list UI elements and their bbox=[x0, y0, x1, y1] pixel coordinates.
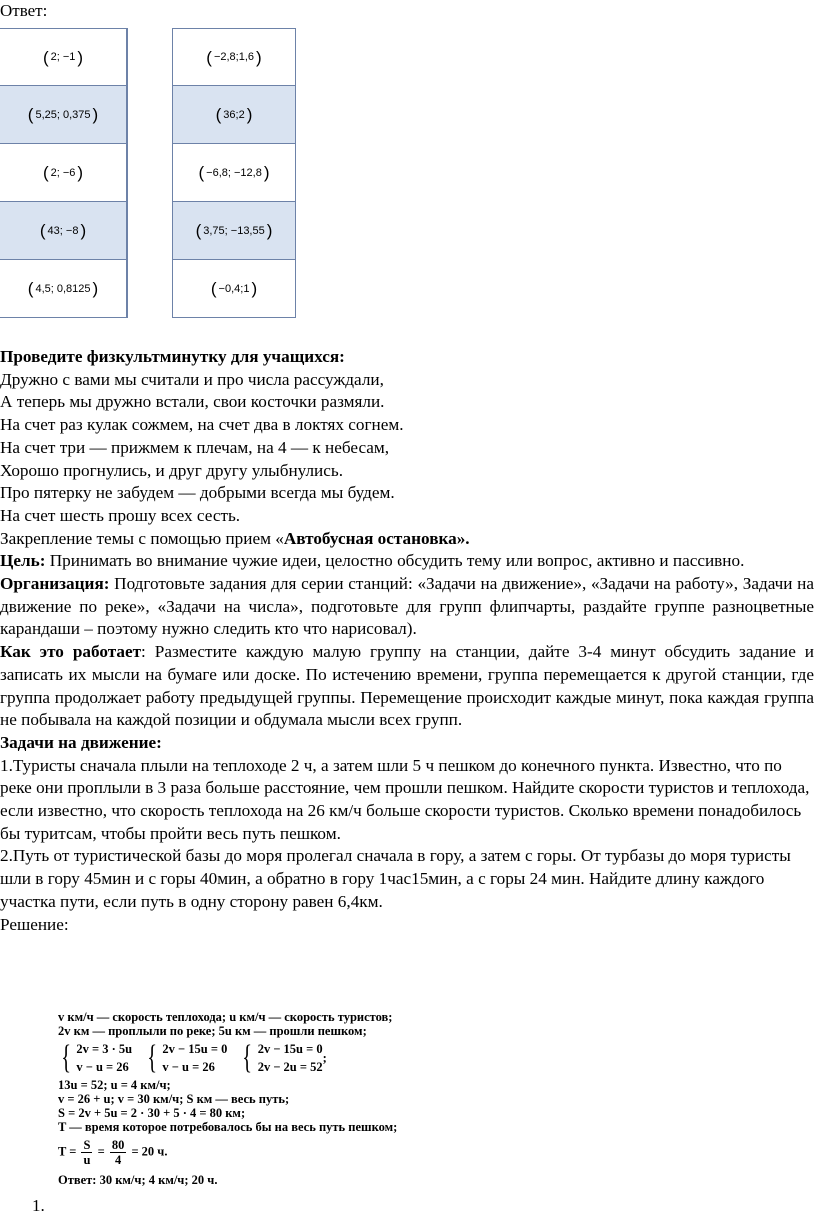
answer-label: Ответ: bbox=[0, 1, 48, 20]
solution-line: 2v км — проплыли по реке; 5u км — прошли пешком; bbox=[58, 1024, 367, 1038]
how-it-works-paragraph: Как это работает: Разместите каждую малую группу на станции, дайте 3-4 минут обсудить задание и записать их мысли на бумаге или доске. По истечению времени, группа перемещается к другой станции, где группа продолжает работу предыдущей группы. Перемещение происходит каждые минут, пока каждая группа не побывала на каждой позиции и обдумала мысли всех групп. bbox=[0, 642, 814, 730]
answer-cell: ( 43; −8 ) bbox=[0, 202, 128, 260]
solution-line: T — время которое потребовалось бы на весь путь пешком; bbox=[58, 1120, 398, 1134]
poem-line: Дружно с вами мы считали и про числа рассуждали, bbox=[0, 369, 384, 389]
answer-cell: ( −0,4;1 ) bbox=[172, 260, 296, 318]
poem-line: На счет шесть прошу всех сесть. bbox=[0, 505, 241, 525]
solution-label: Решение: bbox=[0, 914, 69, 934]
answer-cell: ( 5,25; 0,375 ) bbox=[0, 86, 128, 144]
answer-cell: ( −6,8; −12,8 ) bbox=[172, 144, 296, 202]
answers-table-left bbox=[0, 28, 128, 318]
organization-paragraph: Организация: Подготовьте задания для серии станций: «Задачи на движение», «Задачи на работу», Задачи на движение по реке», «Задачи на числа», подготовьте для групп флипчарты, раздайте группе разноцветные карандаши – поэтому нужно следить кто что нарисовал). bbox=[0, 574, 814, 639]
poem-line: На счет три — прижмем к плечам, на 4 — к небесам, bbox=[0, 437, 390, 457]
solution-line: 13u = 52; u = 4 км/ч; bbox=[58, 1078, 171, 1092]
solution-line: v = 26 + u; v = 30 км/ч; S км — весь путь; bbox=[58, 1092, 290, 1106]
goal-paragraph: Цель: Принимать во внимание чужие идеи, целостно обсудить тему или вопрос, активно и пассивно. bbox=[0, 551, 745, 571]
poem-line: А теперь мы дружно встали, свои косточки размяли. bbox=[0, 392, 385, 412]
answer-cell: ( −2,8;1,6 ) bbox=[172, 28, 296, 86]
solution-line: S = 2v + 5u = 2 · 30 + 5 · 4 = 80 км; bbox=[58, 1106, 246, 1120]
answer-cell: ( 2; −6 ) bbox=[0, 144, 128, 202]
answers-table-right bbox=[172, 28, 296, 318]
poem-line: Про пятерку не забудем — добрыми всегда мы будем. bbox=[0, 483, 395, 503]
reinforce-line: Закрепление темы с помощью прием «Автобусная остановка». bbox=[0, 528, 470, 548]
list-number: 1. bbox=[32, 1196, 45, 1215]
time-formula: T = $\frac{S}{u}$ = $\frac{80}{4}$ = 20 ч. bbox=[58, 1138, 168, 1167]
task-2: 2.Путь от туристической базы до моря пролегал сначала в гору, а затем с горы. От турбазы до моря туристы шли в гору 45мин и с горы 40мин, а обратно в гору 1час15мин, а с горы 24 мин. Найдите длину каждого участка пути, если путь в одну сторону равен 6,4км. bbox=[0, 846, 791, 911]
tasks-title: Задачи на движение: bbox=[0, 732, 162, 752]
document-body bbox=[0, 346, 816, 936]
warmup-title: Проведите физкультминутку для учащихся: bbox=[0, 347, 345, 366]
poem-line: Хорошо прогнулись, и друг другу улыбнулись. bbox=[0, 460, 344, 480]
poem-line: На счет раз кулак сожмем, на счет два в локтях согнем. bbox=[0, 415, 404, 435]
answer-cell: ( 3,75; −13,55 ) bbox=[172, 202, 296, 260]
task-1: 1.Туристы сначала плыли на теплоходе 2 ч, а затем шли 5 ч пешком до конечного пункта. Известно, что по реке они проплыли в 3 раза больше расстояние, чем прошли пешком. Найдите скорости туристов и теплохода, если известно, что скорость теплохода на 26 км/ч больше скорости туристов. Сколько времени понадобилось бы туритсам, чтобы пройти весь путь пешком. bbox=[0, 755, 810, 843]
solution-answer: Ответ: 30 км/ч; 4 км/ч; 20 ч. bbox=[58, 1173, 218, 1187]
answer-cell: ( 4,5; 0,8125 ) bbox=[0, 260, 128, 318]
solution-image bbox=[58, 1010, 438, 1187]
answer-cell: ( 2; −1 ) bbox=[0, 28, 128, 86]
equation-systems: { 2v = 3 · 5u v − u = 26 { 2v − 15u = 0 v − u = 26 { 2v − 15u = 0 2v − 2u = 52 ; bbox=[61, 1039, 327, 1076]
answer-cell: ( 36;2 ) bbox=[172, 86, 296, 144]
solution-line: v км/ч — скорость теплохода; u км/ч — скорость туристов; bbox=[58, 1010, 393, 1024]
